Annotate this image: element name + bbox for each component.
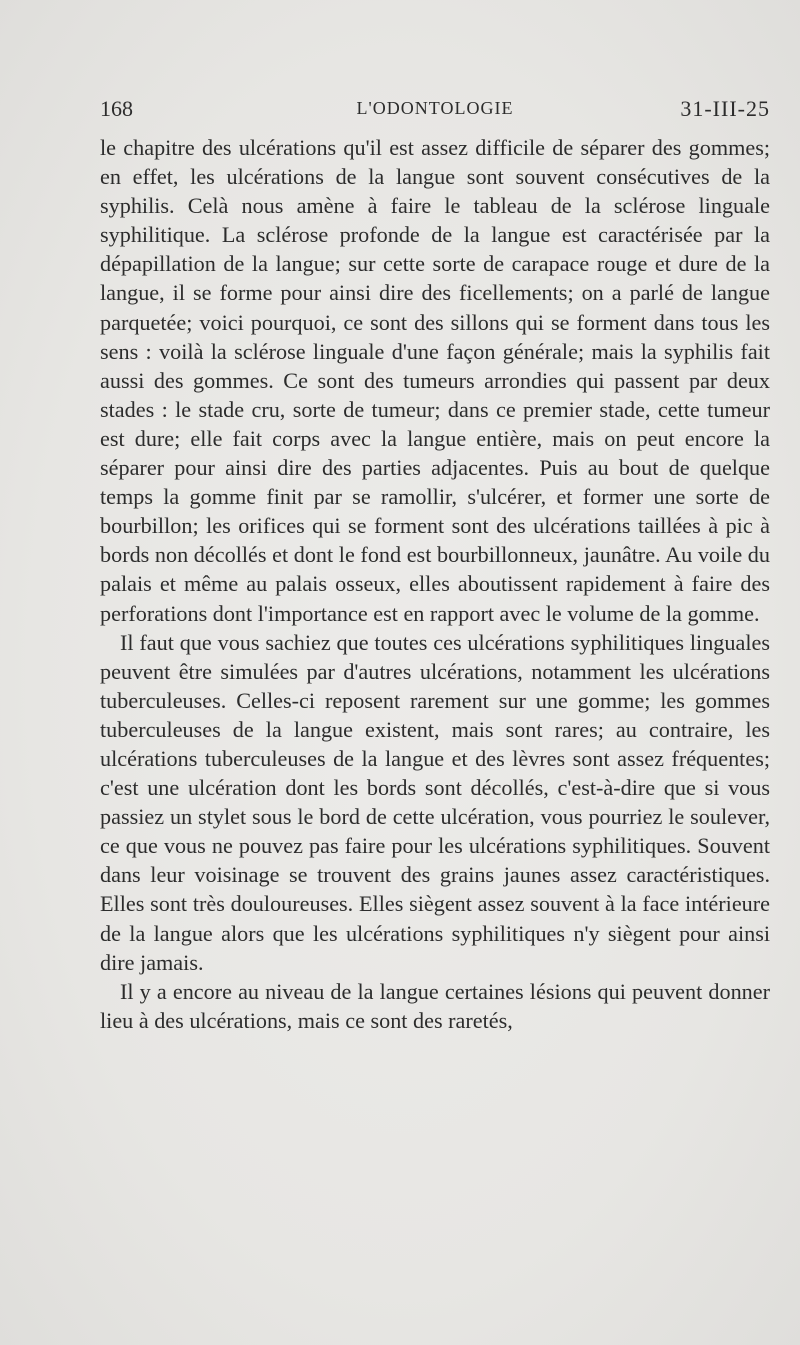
paragraph-2: Il faut que vous sachiez que toutes ces ulcérations syphilitiques linguales peuvent être simulées par d'autres ulcérations, notamment les ulcérations tuberculeuses. Celles-ci reposent rarement sur une gomme; les gommes tuberculeuses de la langue existent, mais sont rares; au contraire, les ulcérations tuberculeuses de la langue et des lèvres sont assez fréquentes; c'est une ulcération dont les bords sont décollés, c'est-à-dire que si vous passiez un stylet sous le bord de cette ulcération, vous pourriez le soulever, ce que vous ne pouvez pas faire pour les ulcérations syphilitiques. Souvent dans leur voisinage se trouvent des grains jaunes assez caractéristiques. Elles sont très douloureuses. Elles siègent assez souvent à la face intérieure de la langue alors que les ulcérations syphilitiques n'y siègent pour ainsi dire jamais. xyxy=(100,629,770,975)
body-text xyxy=(100,133,770,1035)
issue-date: 31-III-25 xyxy=(680,96,770,121)
page-header xyxy=(100,96,770,126)
paragraph-1: le chapitre des ulcérations qu'il est assez difficile de séparer des gommes; en effet, les ulcérations de la langue sont souvent consécutives de la syphilis. Celà nous amène à faire le tableau de la sclérose linguale syphilitique. La sclérose profonde de la langue est caractérisée par la dépapillation de la langue; sur cette sorte de carapace rouge et dure de la langue, il se forme pour ainsi dire des ficellements; on a parlé de langue parquetée; voici pourquoi, ce sont des sillons qui se forment dans tous les sens : voilà la sclérose linguale d'une façon générale; mais la syphilis fait aussi des gommes. Ce sont des tumeurs arrondies qui passent par deux stades : le stade cru, sorte de tumeur; dans ce premier stade, cette tumeur est dure; elle fait corps avec la langue entière, mais on peut encore la séparer pour ainsi dire des parties adjacentes. Puis au bout de quelque temps la gomme finit par se ramollir, s'ulcérer, et former une sorte de bourbillon; les orifices qui se forment sont des ulcérations taillées à pic à bords non décollés et dont le fond est bourbillonneux, jaunâtre. Au voile du palais et même au palais osseux, elles aboutissent rapidement à faire des perforations dont l'importance est en rapport avec le volume de la gomme. xyxy=(100,135,770,626)
page-number: 168 xyxy=(100,96,133,121)
running-title: L'ODONTOLOGIE xyxy=(356,98,514,118)
paragraph-3: Il y a encore au niveau de la langue certaines lésions qui peuvent donner lieu à des ulcérations, mais ce sont des raretés, xyxy=(100,978,770,1033)
